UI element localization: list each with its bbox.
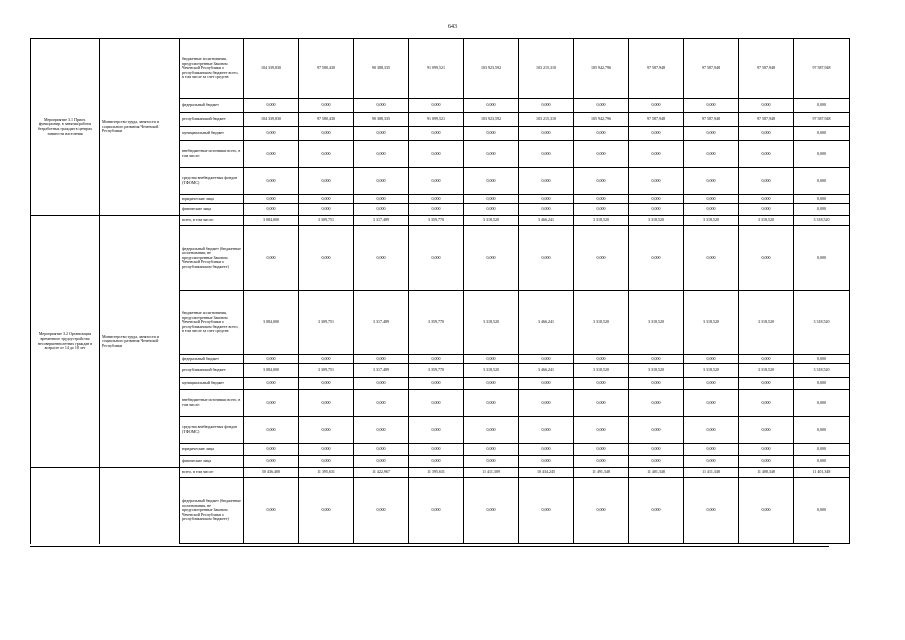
amount-cell: 0,000 [794,417,850,444]
amount-cell: 0,000 [739,390,794,417]
amount-cell: 90 388,335 [354,113,409,127]
amount-cell: 0,000 [684,478,739,544]
amount-cell: 11 422,967 [354,468,409,478]
amount-cell: 11 411,348 [684,468,739,478]
amount-cell: 97 580,430 [299,39,354,99]
amount-cell: 0,000 [409,355,464,364]
amount-cell: 0,000 [739,355,794,364]
amount-cell: 0,000 [409,390,464,417]
funding-source: всего, в том числе: [180,216,244,226]
amount-cell: 97 587,948 [684,39,739,99]
amount-cell: 0,000 [794,355,850,364]
amount-cell: 0,000 [464,456,519,468]
amount-cell: 0,000 [299,378,354,390]
amount-cell: 0,000 [629,378,684,390]
amount-cell: 0,000 [739,456,794,468]
amount-cell: 0,000 [574,417,629,444]
amount-cell: 3 309,751 [299,364,354,378]
amount-cell: 0,000 [519,444,574,456]
amount-cell: 0,000 [794,204,850,216]
amount-cell: 3 084,000 [244,364,299,378]
amount-cell: 0,000 [299,226,354,291]
amount-cell: 3 318,520 [574,364,629,378]
amount-cell: 0,000 [574,456,629,468]
amount-cell: 0,000 [519,355,574,364]
funding-source: внебюджетные источники всего, в том числе: [180,141,244,168]
amount-cell: 0,000 [354,378,409,390]
amount-cell: 0,000 [299,456,354,468]
amount-cell: 3 309,751 [299,291,354,355]
amount-cell: 3 318,520 [739,291,794,355]
amount-cell: 97 587,948 [794,113,850,127]
amount-cell: 0,000 [794,168,850,195]
amount-cell: 0,000 [684,226,739,291]
amount-cell: 0,000 [464,478,519,544]
amount-cell: 0,000 [629,127,684,141]
measure-name [31,468,100,544]
amount-cell: 3 318,520 [464,291,519,355]
amount-cell: 0,000 [574,168,629,195]
amount-cell: 0,000 [354,127,409,141]
amount-cell: 0,000 [354,444,409,456]
funding-source: республиканский бюджет [180,113,244,127]
funding-source: муниципальный бюджет [180,378,244,390]
amount-cell: 0,000 [409,204,464,216]
amount-cell: 0,000 [409,417,464,444]
amount-cell: 0,000 [629,99,684,113]
amount-cell: 3 318,520 [684,216,739,226]
amount-cell: 0,000 [354,141,409,168]
amount-cell: 0,000 [629,204,684,216]
amount-cell: 0,000 [684,378,739,390]
executor-name: Министерство труда, занятости и социального развития Чеченской Республики [100,39,180,216]
funding-source: муниципальный бюджет [180,127,244,141]
funding-source: физические лица [180,456,244,468]
amount-cell: 0,000 [739,99,794,113]
amount-cell: 0,000 [519,456,574,468]
amount-cell: 0,000 [354,355,409,364]
amount-cell: 0,000 [684,168,739,195]
amount-cell: 97 587,948 [739,113,794,127]
amount-cell: 3 318,520 [684,291,739,355]
funding-source: федеральный бюджет (бюджетные ассигнования, не предусмотренные Законом Чеченской Республики о республиканском бюджете) [180,226,244,291]
amount-cell: 0,000 [244,417,299,444]
amount-cell: 0,000 [299,141,354,168]
amount-cell: 3 084,000 [244,291,299,355]
amount-cell: 3 317,489 [354,216,409,226]
amount-cell: 0,000 [684,355,739,364]
amount-cell: 11 401,348 [629,468,684,478]
funding-source: республиканский бюджет [180,364,244,378]
amount-cell: 3 318,520 [739,216,794,226]
amount-cell: 11 411,309 [464,468,519,478]
table-bottom-rule [30,546,829,547]
table-row [31,39,850,99]
amount-cell: 0,000 [574,127,629,141]
amount-cell: 0,000 [299,127,354,141]
amount-cell: 3 318,520 [464,364,519,378]
amount-cell: 0,000 [574,226,629,291]
amount-cell: 0,000 [794,99,850,113]
amount-cell: 0,000 [684,444,739,456]
amount-cell: 0,000 [574,99,629,113]
amount-cell: 0,000 [739,226,794,291]
amount-cell: 0,000 [244,127,299,141]
amount-cell: 0,000 [244,204,299,216]
amount-cell: 0,000 [409,378,464,390]
amount-cell: 0,000 [354,204,409,216]
amount-cell: 0,000 [299,444,354,456]
amount-cell: 0,000 [519,378,574,390]
amount-cell: 3 466,241 [519,216,574,226]
amount-cell: 0,000 [299,168,354,195]
funding-source: физические лица [180,204,244,216]
amount-cell: 0,000 [354,226,409,291]
amount-cell: 0,000 [409,226,464,291]
amount-cell: 3 318,520 [629,364,684,378]
amount-cell: 0,000 [464,127,519,141]
amount-cell: 0,000 [739,195,794,204]
amount-cell: 0,000 [464,355,519,364]
funding-source: юридические лица [180,444,244,456]
amount-cell: 0,000 [464,390,519,417]
amount-cell: 0,000 [354,390,409,417]
amount-cell: 91 099,521 [409,39,464,99]
amount-cell: 3 318,520 [464,216,519,226]
amount-cell: 0,000 [684,417,739,444]
amount-cell: 0,000 [299,355,354,364]
amount-cell: 0,000 [629,141,684,168]
amount-cell: 0,000 [299,99,354,113]
amount-cell: 3 317,489 [354,364,409,378]
amount-cell: 0,000 [464,141,519,168]
amount-cell: 0,000 [684,127,739,141]
amount-cell: 3 317,489 [354,291,409,355]
amount-cell: 0,000 [519,141,574,168]
amount-cell: 10 434,245 [519,468,574,478]
amount-cell: 0,000 [519,99,574,113]
amount-cell: 3 318,520 [574,216,629,226]
funding-source: юридические лица [180,195,244,204]
amount-cell: 103 215,310 [519,113,574,127]
amount-cell: 0,000 [354,456,409,468]
funding-source: средства внебюджетных фондов (ТФОМС) [180,168,244,195]
amount-cell: 0,000 [244,195,299,204]
amount-cell: 0,000 [299,204,354,216]
amount-cell: 0,000 [739,444,794,456]
amount-cell: 3 466,241 [519,291,574,355]
amount-cell: 0,000 [299,478,354,544]
amount-cell: 0,000 [574,204,629,216]
amount-cell: 0,000 [244,478,299,544]
amount-cell: 50 436,400 [244,468,299,478]
amount-cell: 0,000 [794,226,850,291]
amount-cell: 0,000 [409,444,464,456]
funding-source: федеральный бюджет [180,99,244,113]
amount-cell: 3 318,520 [739,364,794,378]
amount-cell: 0,000 [519,168,574,195]
amount-cell: 0,000 [684,141,739,168]
amount-cell: 0,000 [244,444,299,456]
amount-cell: 0,000 [739,378,794,390]
amount-cell: 0,000 [794,444,850,456]
funding-source: бюджетные ассигнования, предусмотренные Законом Чеченской Республики о республиканском бюджете всего, в том числе за счет средств: [180,39,244,99]
amount-cell: 103 215,310 [519,39,574,99]
amount-cell: 0,000 [464,168,519,195]
amount-cell: 0,000 [464,195,519,204]
executor-name: Министерство труда, занятости и социального развития Чеченской Республики [100,216,180,468]
amount-cell: 0,000 [794,141,850,168]
amount-cell: 0,000 [354,99,409,113]
amount-cell: 11 395,631 [299,468,354,478]
amount-cell: 0,000 [739,478,794,544]
amount-cell: 0,000 [519,204,574,216]
amount-cell: 3 084,000 [244,216,299,226]
amount-cell: 0,000 [684,390,739,417]
amount-cell: 0,000 [574,141,629,168]
amount-cell: 0,000 [629,195,684,204]
amount-cell: 0,000 [684,456,739,468]
amount-cell: 3 318,520 [574,291,629,355]
amount-cell: 0,000 [739,127,794,141]
amount-cell: 0,000 [244,168,299,195]
amount-cell: 0,000 [629,478,684,544]
amount-cell: 3 318,520 [794,364,850,378]
amount-cell: 0,000 [739,141,794,168]
amount-cell: 0,000 [464,417,519,444]
amount-cell: 11 395,631 [409,468,464,478]
amount-cell: 97 580,430 [299,113,354,127]
amount-cell: 0,000 [684,204,739,216]
amount-cell: 11 491,348 [574,468,629,478]
amount-cell: 97 587,948 [684,113,739,127]
amount-cell: 11 401,348 [794,468,850,478]
executor-name [100,468,180,544]
page-number: 643 [448,24,457,30]
amount-cell: 97 587,948 [629,39,684,99]
amount-cell: 3 359,770 [409,364,464,378]
amount-cell: 0,000 [574,195,629,204]
amount-cell: 0,000 [794,390,850,417]
table-row [31,468,850,478]
amount-cell: 3 318,520 [794,216,850,226]
amount-cell: 0,000 [794,378,850,390]
amount-cell: 0,000 [629,226,684,291]
amount-cell: 0,000 [409,99,464,113]
amount-cell: 0,000 [629,168,684,195]
amount-cell: 0,000 [244,390,299,417]
amount-cell: 0,000 [794,127,850,141]
funding-source: средства внебюджетных фондов (ТФОМС) [180,417,244,444]
amount-cell: 0,000 [464,444,519,456]
amount-cell: 0,000 [244,456,299,468]
amount-cell: 0,000 [464,99,519,113]
amount-cell: 0,000 [409,195,464,204]
amount-cell: 0,000 [409,127,464,141]
amount-cell: 0,000 [574,478,629,544]
amount-cell: 0,000 [629,444,684,456]
amount-cell: 0,000 [629,417,684,444]
amount-cell: 0,000 [354,168,409,195]
measure-name: Мероприятие 3.2 Организация временного трудоустройства несовершеннолетних граждан в возрасте от 14 до 18 лет [31,216,100,468]
funding-table [30,38,850,544]
amount-cell: 0,000 [464,378,519,390]
amount-cell: 103 923,592 [464,39,519,99]
amount-cell: 0,000 [299,195,354,204]
amount-cell: 3 318,520 [684,364,739,378]
amount-cell: 3 359,770 [409,291,464,355]
amount-cell: 0,000 [629,355,684,364]
amount-cell: 0,000 [739,168,794,195]
funding-source: федеральный бюджет [180,355,244,364]
table-row [31,216,850,226]
amount-cell: 0,000 [519,417,574,444]
funding-source: внебюджетные источники всего, в том числе: [180,390,244,417]
amount-cell: 0,000 [354,478,409,544]
amount-cell: 104 339,830 [244,39,299,99]
amount-cell: 0,000 [684,195,739,204]
amount-cell: 0,000 [519,127,574,141]
amount-cell: 0,000 [519,226,574,291]
funding-source: бюджетные ассигнования, предусмотренные Законом Чеченской Республики о республиканском бюджете всего, в том числе за счет средств: [180,291,244,355]
amount-cell: 0,000 [354,195,409,204]
amount-cell: 0,000 [464,204,519,216]
amount-cell: 105 942,796 [574,39,629,99]
amount-cell: 0,000 [794,478,850,544]
amount-cell: 0,000 [244,141,299,168]
amount-cell: 97 587,948 [739,39,794,99]
amount-cell: 0,000 [574,444,629,456]
amount-cell: 0,000 [739,204,794,216]
amount-cell: 0,000 [299,417,354,444]
amount-cell: 0,000 [519,478,574,544]
amount-cell: 0,000 [629,390,684,417]
funding-source: федеральный бюджет (бюджетные ассигнования, не предусмотренные Законом Чеченской Республики о республиканском бюджете) [180,478,244,544]
amount-cell: 0,000 [244,226,299,291]
amount-cell: 0,000 [684,99,739,113]
amount-cell: 11 408,348 [739,468,794,478]
amount-cell: 0,000 [464,226,519,291]
amount-cell: 90 388,335 [354,39,409,99]
amount-cell: 0,000 [244,99,299,113]
amount-cell: 3 318,520 [629,291,684,355]
amount-cell: 0,000 [409,168,464,195]
amount-cell: 3 318,520 [794,291,850,355]
amount-cell: 97 587,948 [629,113,684,127]
amount-cell: 0,000 [794,456,850,468]
amount-cell: 3 466,241 [519,364,574,378]
funding-source: всего, в том числе: [180,468,244,478]
amount-cell: 0,000 [574,378,629,390]
amount-cell: 0,000 [574,390,629,417]
amount-cell: 0,000 [409,456,464,468]
amount-cell: 0,000 [244,378,299,390]
amount-cell: 0,000 [409,141,464,168]
amount-cell: 3 318,520 [629,216,684,226]
amount-cell: 0,000 [574,355,629,364]
amount-cell: 91 099,521 [409,113,464,127]
amount-cell: 0,000 [739,417,794,444]
amount-cell: 0,000 [244,355,299,364]
amount-cell: 0,000 [354,417,409,444]
amount-cell: 105 942,796 [574,113,629,127]
amount-cell: 97 587,948 [794,39,850,99]
amount-cell: 0,000 [519,390,574,417]
amount-cell: 3 309,751 [299,216,354,226]
amount-cell: 0,000 [794,195,850,204]
amount-cell: 104 339,830 [244,113,299,127]
measure-name: Мероприятие 3.1 Приоч. функционир. в занятия/работы безработных граждан в центрах занятости населения [31,39,100,216]
amount-cell: 0,000 [519,195,574,204]
amount-cell: 3 359,770 [409,216,464,226]
amount-cell: 0,000 [409,478,464,544]
amount-cell: 0,000 [629,456,684,468]
amount-cell: 0,000 [299,390,354,417]
amount-cell: 103 923,592 [464,113,519,127]
